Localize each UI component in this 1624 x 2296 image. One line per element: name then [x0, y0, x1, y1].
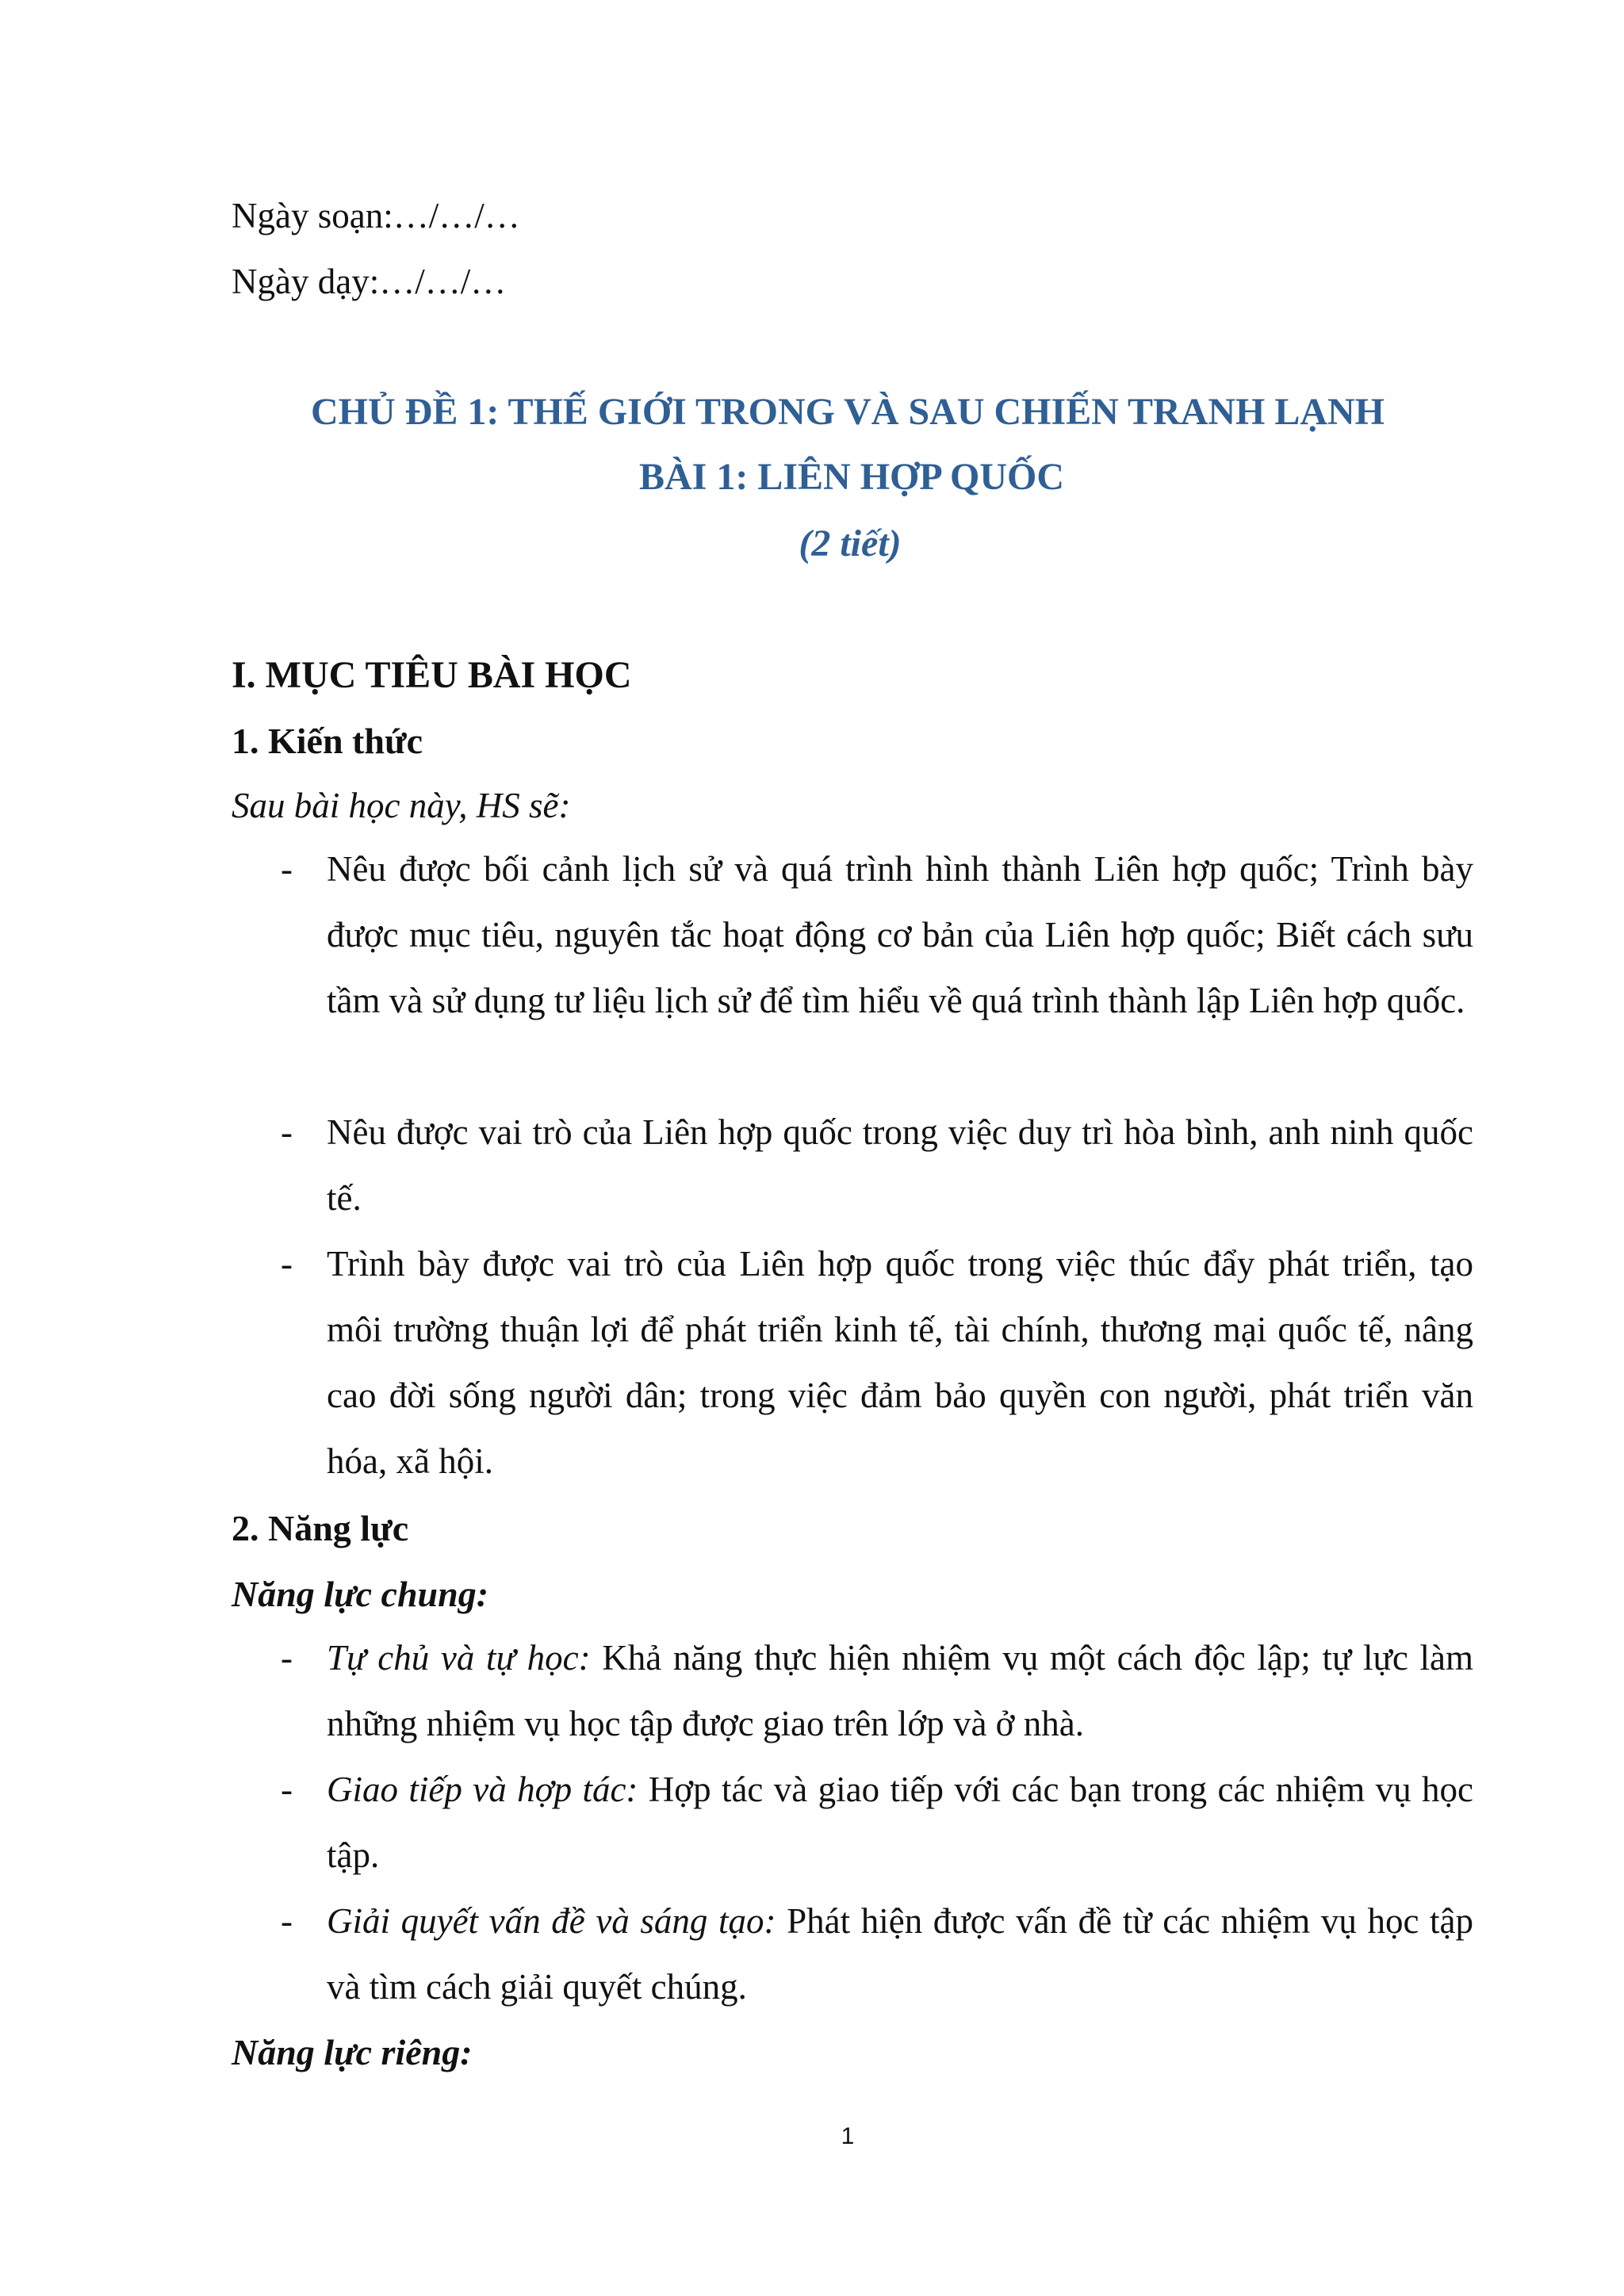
knowledge-bullet: Nêu được bối cảnh lịch sử và quá trình hình thành Liên hợp quốc; Trình bày được mục tiêu, nguyên tắc hoạt động cơ bản của Liên hợp quốc; Biết cách sưu tầm và sử dụng tư liệu lịch sử để tìm hiểu về quá trình thành lập Liên hợp quốc. — [327, 849, 1473, 1020]
bullet-dash: - — [281, 849, 293, 889]
date-taught: Ngày dạy:…/…/… — [232, 262, 507, 301]
lesson-title: BÀI 1: LIÊN HỢP QUỐC — [638, 456, 1065, 498]
page-number: 1 — [841, 2123, 855, 2149]
subheading-knowledge: 1. Kiến thức — [232, 721, 423, 761]
competence-bullet — [327, 1625, 1473, 1757]
competence-text: Phát hiện được vấn đề từ các nhiệm vụ học tập và tìm cách giải quyết chúng. — [327, 1901, 1474, 2007]
bullet-dash: - — [281, 1112, 293, 1152]
knowledge-intro: Sau bài học này, HS sẽ: — [232, 786, 571, 825]
section-heading-objectives: I. MỤC TIÊU BÀI HỌC — [232, 654, 632, 696]
competence-term: Tự chủ và tự học: — [327, 1638, 591, 1678]
competence-text: Hợp tác và giao tiếp với các bạn trong các nhiệm vụ học tập. — [327, 1770, 1473, 1875]
knowledge-bullet: Nêu được vai trò của Liên hợp quốc trong việc duy trì hòa bình, anh ninh quốc tế. — [327, 1112, 1473, 1218]
subheading-competence: 2. Năng lực — [232, 1508, 409, 1548]
knowledge-bullet: Trình bày được vai trò của Liên hợp quốc trong việc thúc đẩy phát triển, tạo môi trường thuận lợi để phát triển kinh tế, tài chính, thương mại quốc tế, nâng cao đời sống người dân; trong việc đảm bảo quyền con người, phát triển văn hóa, xã hội. — [327, 1244, 1473, 1481]
bullet-dash: - — [281, 1638, 293, 1678]
topic-title: CHỦ ĐỀ 1: THẾ GIỚI TRONG VÀ SAU CHIẾN TRANH LẠNH — [310, 391, 1385, 433]
competence-term: Giải quyết vấn đề và sáng tạo: — [327, 1901, 776, 1941]
bullet-dash: - — [281, 1244, 293, 1284]
competence-text: Khả năng thực hiện nhiệm vụ một cách độc lập; tự lực làm những nhiệm vụ học tập được giao trên lớp và ở nhà. — [327, 1638, 1473, 1743]
bullet-dash: - — [281, 1901, 293, 1941]
bullet-dash: - — [281, 1770, 293, 1809]
specific-competence-heading: Năng lực riêng: — [232, 2032, 473, 2072]
date-prepared: Ngày soạn:…/…/… — [232, 196, 520, 235]
competence-bullet — [327, 1888, 1473, 2020]
competence-bullet — [327, 1757, 1473, 1888]
general-competence-heading: Năng lực chung: — [232, 1574, 489, 1614]
competence-term: Giao tiếp và hợp tác: — [327, 1770, 638, 1809]
periods-label: (2 tiết) — [799, 522, 902, 564]
